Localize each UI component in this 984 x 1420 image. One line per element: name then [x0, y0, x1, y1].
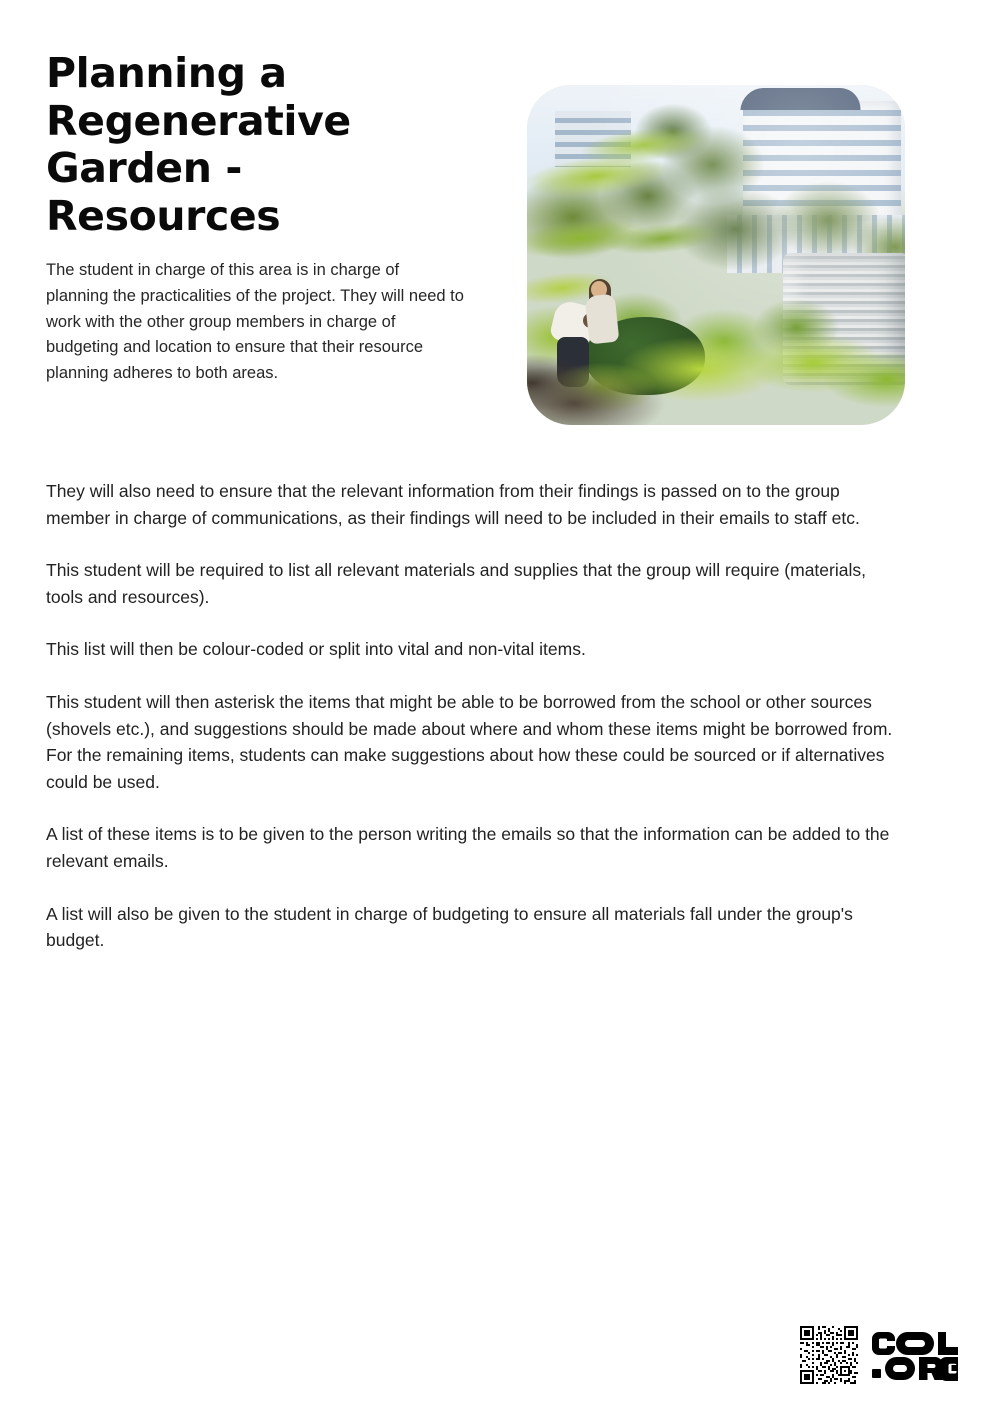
- qr-code-icon[interactable]: [800, 1326, 858, 1384]
- document-header: [46, 50, 506, 387]
- body-paragraph: A list will also be given to the student in charge of budgeting to ensure all materials fall under the group's budget.: [46, 903, 853, 951]
- cool-org-logo[interactable]: [872, 1326, 958, 1384]
- document-body: [46, 478, 901, 954]
- intro-paragraph: The student in charge of this area is in charge of planning the practicalities of the project. They will need to work with the other group members in charge of budgeting and location to ensure that their resource planning adheres to both areas.: [46, 261, 464, 383]
- body-paragraph: A list of these items is to be given to the person writing the emails so that the information can be added to the relevant emails.: [46, 824, 890, 871]
- cool-org-wordmark: [872, 1326, 958, 1384]
- body-paragraph: This student will then asterisk the items that might be able to be borrowed from the school or other sources (shovels etc.), and suggestions should be made about where and whom these items might be borrowed from. For the remaining items, students can make suggestions about how these could be sourced or if alternatives could be used.: [46, 691, 893, 792]
- body-paragraph: This student will be required to list all relevant materials and supplies that the group will require (materials, tools and resources).: [46, 560, 866, 607]
- garden-path-shape: [527, 339, 707, 425]
- garden-photo: [527, 85, 905, 425]
- footer-branding: [800, 1322, 950, 1388]
- garden-photo-image: [527, 85, 905, 425]
- body-paragraph: This list will then be colour-coded or split into vital and non-vital items.: [46, 639, 586, 660]
- page-title: Planning a Regenerative Garden - Resources: [46, 49, 351, 240]
- body-paragraph: They will also need to ensure that the relevant information from their findings is passed on to the group member in charge of communications, as their findings will need to be included in their emails to staff etc.: [46, 481, 860, 528]
